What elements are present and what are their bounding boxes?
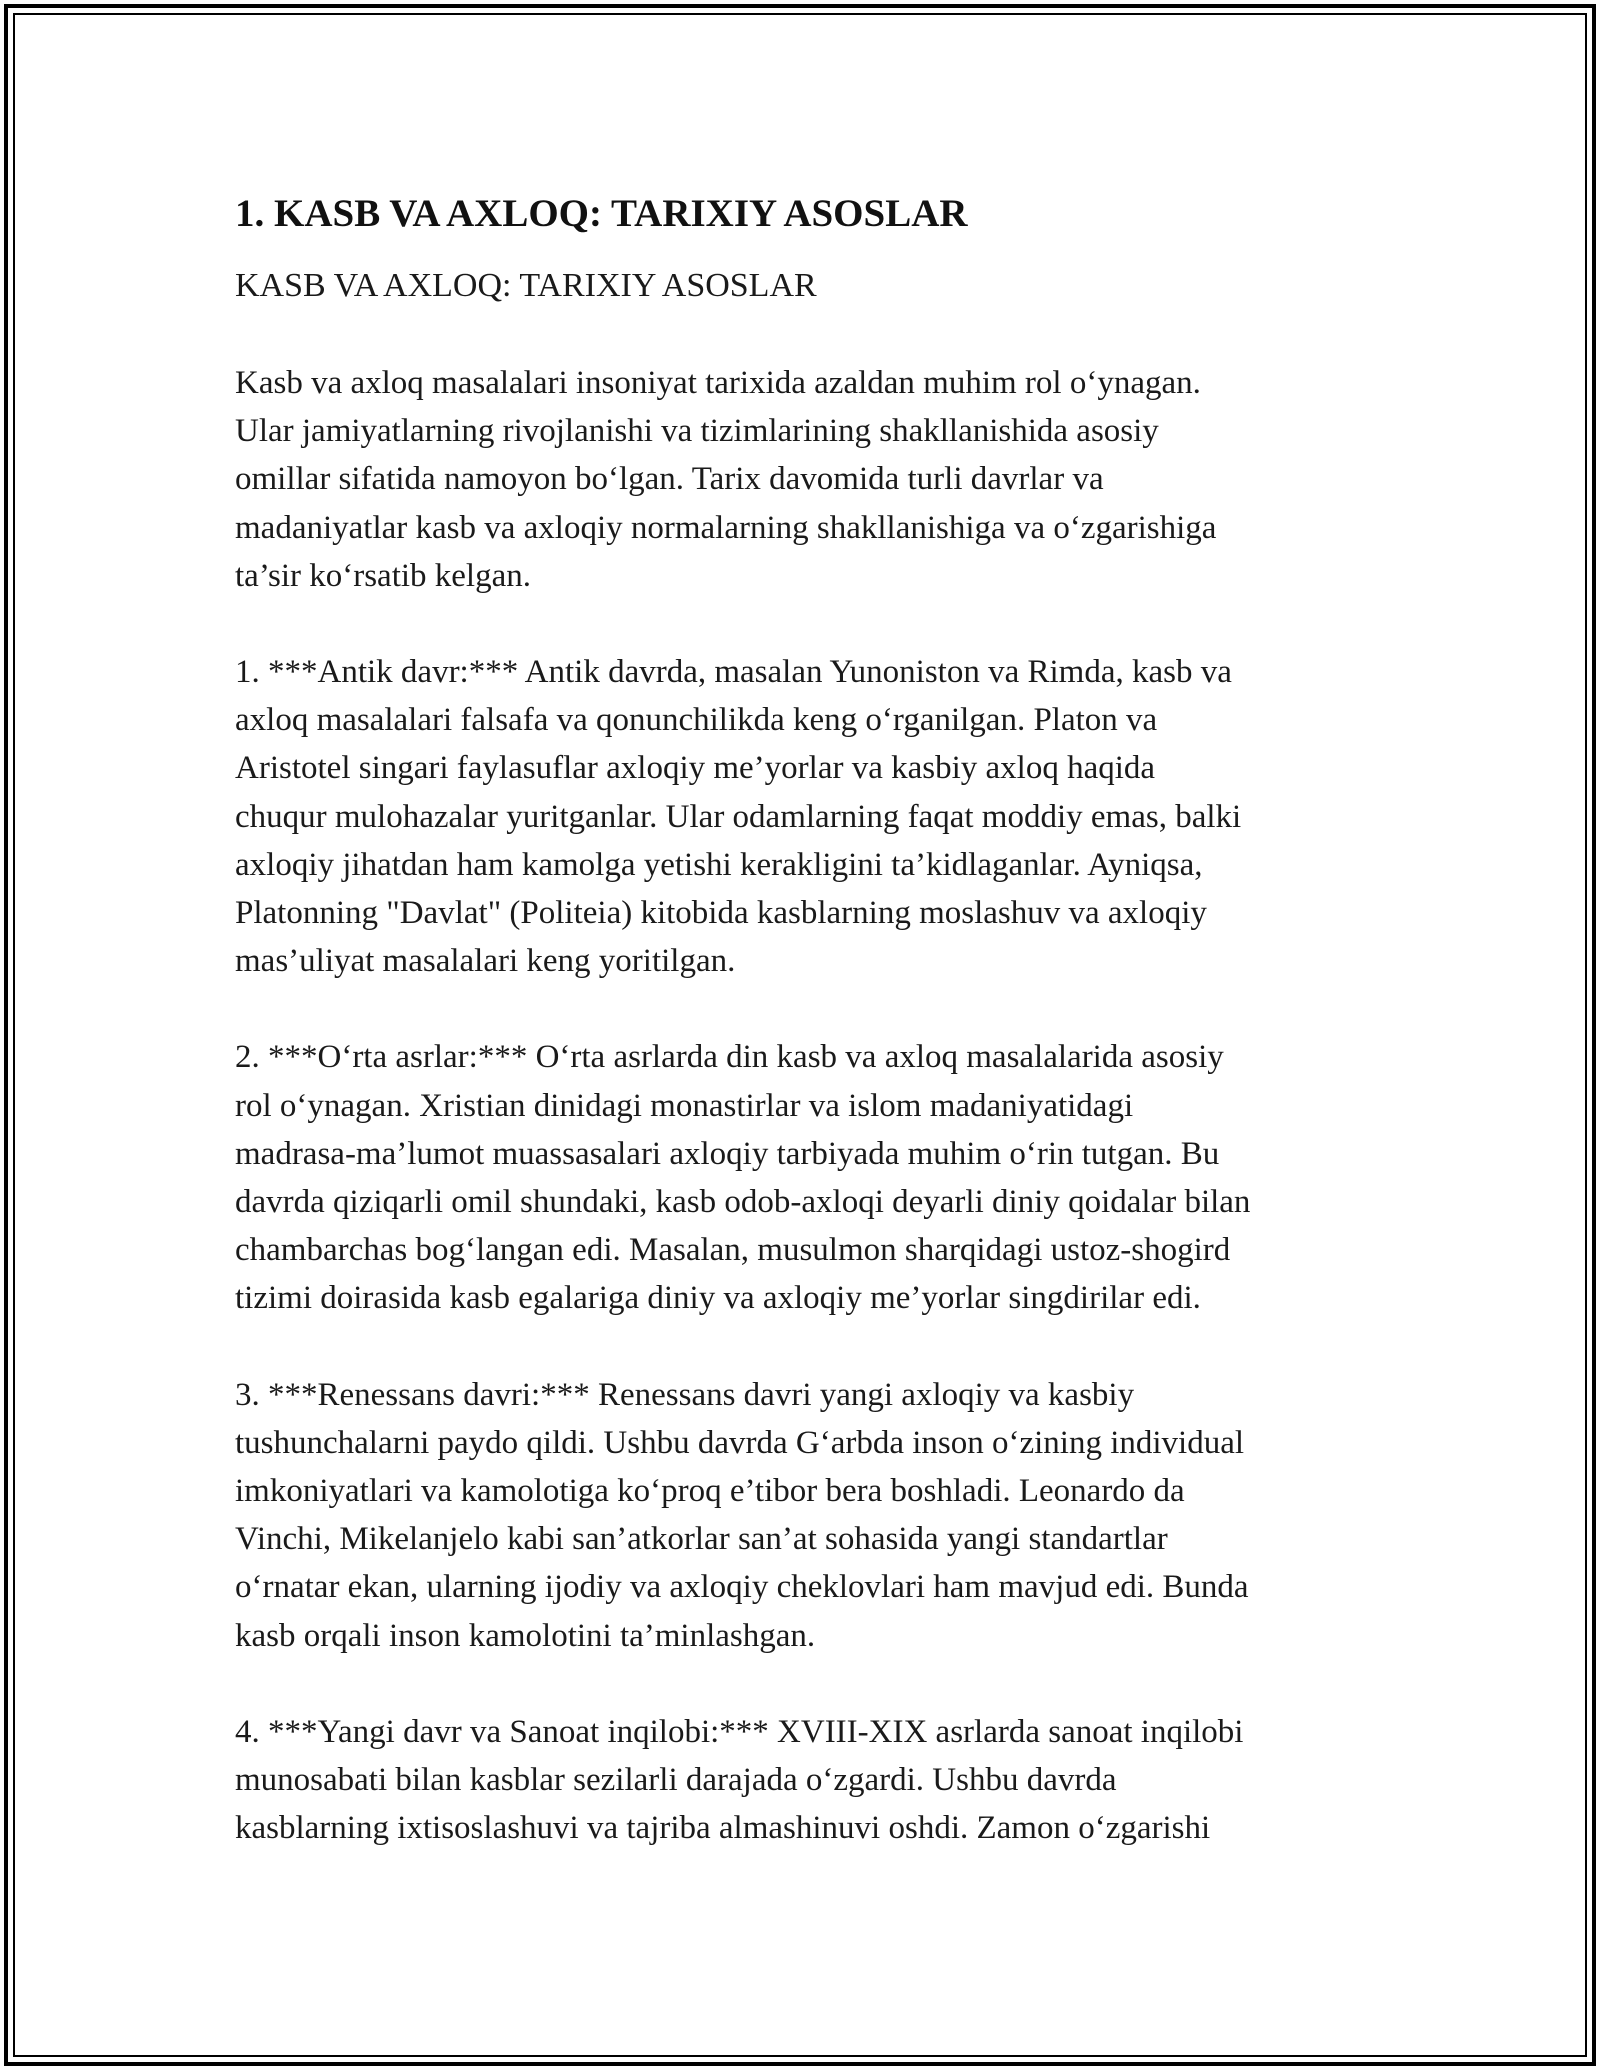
text-line: kasb orqali inson kamolotini ta’minlashgan. (235, 1617, 816, 1654)
text-line: Vinchi, Mikelanjelo kabi san’atkorlar san’at sohasida yangi standartlar (235, 1521, 1168, 1558)
text-line: madaniyatlar kasb va axloqiy normalarning shakllanishiga va o‘zgarishiga (235, 509, 1217, 546)
text-line: Ular jamiyatlarning rivojlanishi va tizimlarining shakllanishida asosiy (235, 413, 1159, 450)
document-page (235, 186, 1385, 1900)
text-line: Kasb va axloq masalalari insoniyat tarixida azaldan muhim rol o‘ynagan. (235, 365, 1201, 401)
text-line: madrasa-ma’lumot muassasalari axloqiy tarbiyada muhim o‘rin tutgan. Bu (235, 1135, 1220, 1172)
paragraph-renessans-davri (235, 1371, 1385, 1660)
text-line: omillar sifatida namoyon bo‘lgan. Tarix davomida turli davrlar va (235, 461, 1104, 498)
document-heading: 1. KASB VA AXLOQ: TARIXIY ASOSLAR (235, 192, 968, 235)
paragraph-orta-asrlar (235, 1033, 1385, 1322)
text-line: chambarchas bog‘langan edi. Masalan, musulmon sharqidagi ustoz-shogird (235, 1232, 1231, 1269)
text-line: Aristotel singari faylasuflar axloqiy me’yorlar va kasbiy axloq haqida (235, 750, 1156, 787)
text-line: 2. ***O‘rta asrlar:*** O‘rta asrlarda din kasb va axloq masalalarida asosiy (235, 1039, 1224, 1076)
text-line: mas’uliyat masalalari keng yoritilgan. (235, 943, 736, 980)
text-line: axloqiy jihatdan ham kamolga yetishi kerakligini ta’kidlaganlar. Ayniqsa, (235, 846, 1203, 883)
text-line: o‘rnatar ekan, ularning ijodiy va axloqiy cheklovlari ham mavjud edi. Bunda (235, 1569, 1249, 1606)
text-line: 1. ***Antik davr:*** Antik davrda, masalan Yunoniston va Rimda, kasb va (235, 654, 1232, 691)
document-subtitle: KASB VA AXLOQ: TARIXIY ASOSLAR (235, 267, 817, 304)
text-line: kasblarning ixtisoslashuvi va tajriba almashinuvi oshdi. Zamon o‘zgarishi (235, 1810, 1211, 1847)
text-line: axloq masalalari falsafa va qonunchilikda keng o‘rganilgan. Platon va (235, 702, 1158, 739)
paragraph-antik-davr (235, 648, 1385, 985)
text-line: chuqur mulohazalar yuritganlar. Ular odamlarning faqat moddiy emas, balki (235, 798, 1242, 835)
text-line: munosabati bilan kasblar sezilarli darajada o‘zgardi. Ushbu davrda (235, 1762, 1117, 1799)
text-line: 4. ***Yangi davr va Sanoat inqilobi:*** XVIII-XIX asrlarda sanoat inqilobi (235, 1713, 1244, 1750)
text-line: tushunchalarni paydo qildi. Ushbu davrda G‘arbda inson o‘zining individual (235, 1424, 1245, 1461)
text-line: davrda qiziqarli omil shundaki, kasb odob-axloqi deyarli diniy qoidalar bilan (235, 1184, 1251, 1221)
text-line: 3. ***Renessans davri:*** Renessans davri yangi axloqiy va kasbiy (235, 1376, 1135, 1413)
text-line: imkoniyatlari va kamolotiga ko‘proq e’tibor bera boshladi. Leonardo da (235, 1473, 1185, 1510)
text-line: rol o‘ynagan. Xristian dinidagi monastirlar va islom madaniyatidagi (235, 1087, 1134, 1124)
text-line: Platonning "Davlat" (Politeia) kitobida kasblarning moslashuv va axloqiy (235, 895, 1207, 932)
text-line: tizimi doirasida kasb egalariga diniy va axloqiy me’yorlar singdirilar edi. (235, 1280, 1201, 1317)
paragraph-sanoat-inqilobi (235, 1708, 1385, 1853)
text-line: ta’sir ko‘rsatib kelgan. (235, 557, 532, 594)
paragraph-intro (235, 359, 1385, 600)
